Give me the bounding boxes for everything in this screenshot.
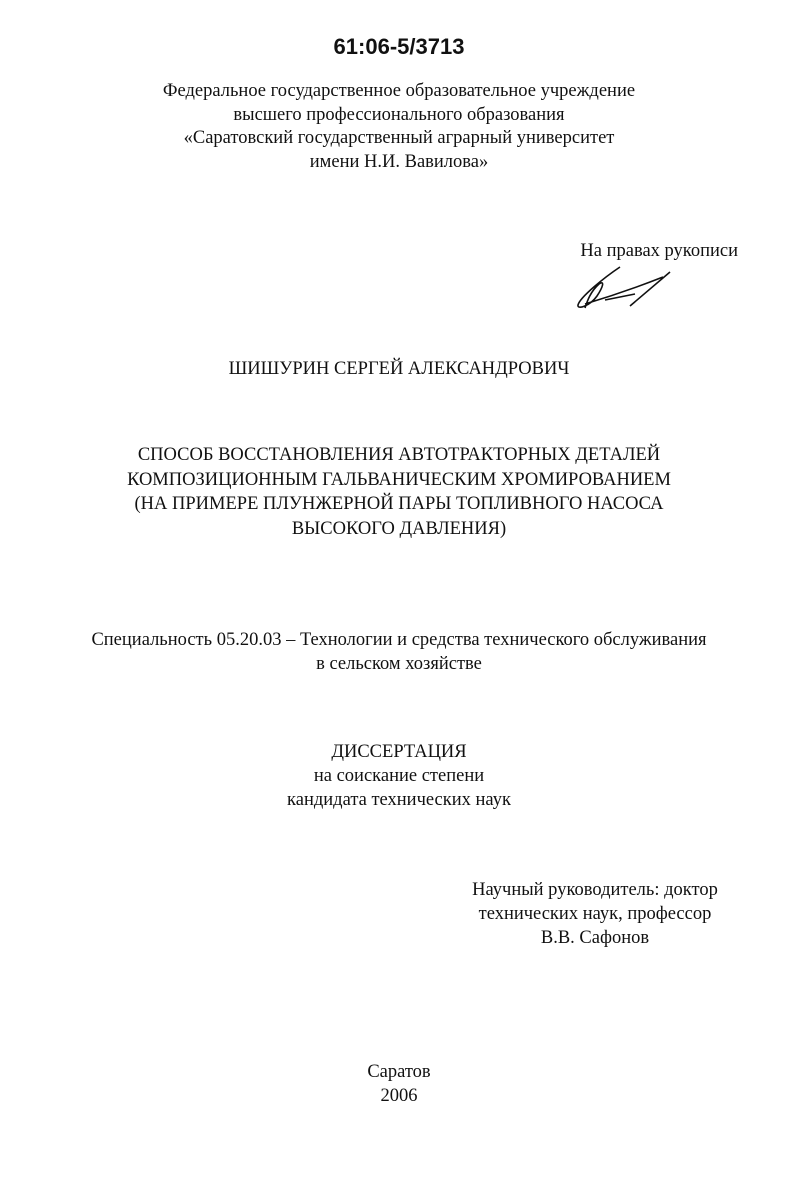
institution-block (0, 80, 798, 174)
author-name: ШИШУРИН СЕРГЕЙ АЛЕКСАНДРОВИЧ (228, 359, 570, 379)
specialty-block (0, 629, 798, 676)
supervisor-line: Научный руководитель: доктор (472, 880, 718, 900)
degree-line: на соискание степени (313, 766, 485, 786)
title-line: КОМПОЗИЦИОННЫМ ГАЛЬВАНИЧЕСКИМ ХРОМИРОВАНИЕМ (127, 469, 671, 490)
manuscript-note: На правах рукописи (580, 241, 738, 261)
year: 2006 (380, 1085, 418, 1106)
supervisor-line: В.В. Сафонов (540, 928, 650, 948)
registry-code: 61:06-5/3713 (333, 34, 465, 59)
supervisor-line: технических наук, профессор (478, 904, 712, 924)
city: Саратов (367, 1062, 431, 1082)
institution-line: «Саратовский государственный аграрный университет (183, 128, 615, 148)
degree-line: кандидата технических наук (287, 790, 511, 810)
place-year (0, 1061, 798, 1108)
title-line: (НА ПРИМЕРЕ ПЛУНЖЕРНОЙ ПАРЫ ТОПЛИВНОГО НАСОСА (134, 494, 664, 514)
specialty-line: Специальность 05.20.03 – Технологии и средства технического обслуживания (91, 630, 707, 650)
title-line: СПОСОБ ВОССТАНОВЛЕНИЯ АВТОТРАКТОРНЫХ ДЕТАЛЕЙ (137, 445, 661, 465)
degree-block (0, 740, 798, 812)
institution-line: имени Н.И. Вавилова» (309, 151, 489, 172)
title-line: ВЫСОКОГО ДАВЛЕНИЯ) (291, 518, 507, 539)
signature (575, 262, 675, 312)
institution-line: высшего профессионального образования (233, 104, 565, 125)
thesis-title (0, 443, 798, 541)
degree-line: ДИССЕРТАЦИЯ (331, 742, 467, 762)
supervisor-block (440, 878, 750, 950)
specialty-line: в сельском хозяйстве (316, 653, 482, 674)
institution-line: Федеральное государственное образовательное учреждение (162, 81, 636, 101)
